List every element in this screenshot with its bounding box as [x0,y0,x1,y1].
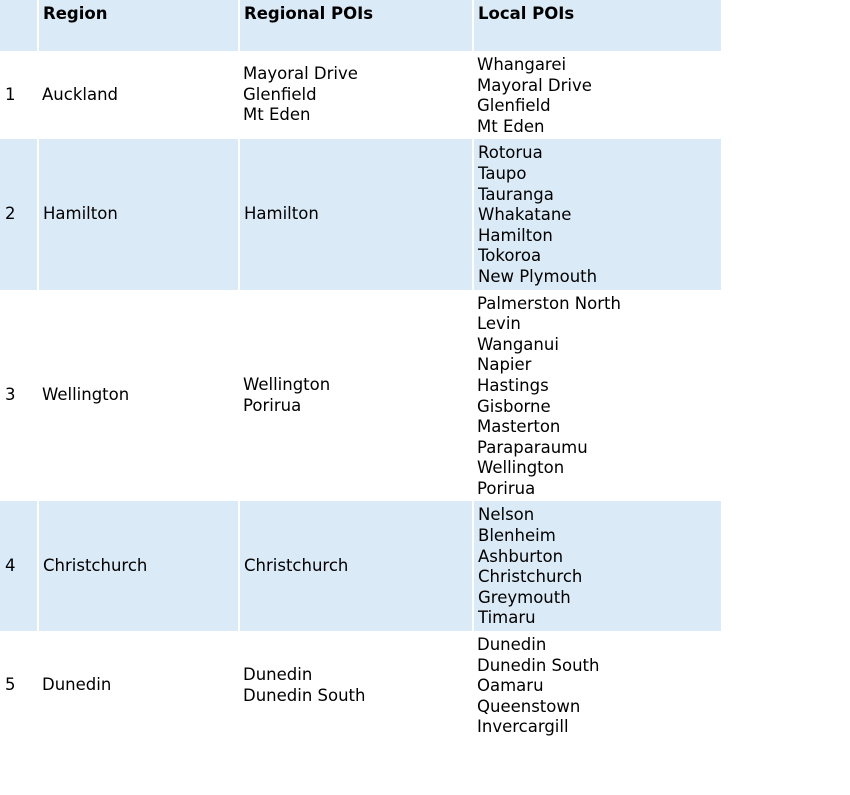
local-poi: Mt Eden [477,116,545,136]
local-pois-cell [473,51,721,139]
local-poi: Tokoroa [478,246,542,266]
regional-pois-cell [239,631,473,740]
local-poi: Levin [477,314,521,334]
local-poi: Nelson [478,505,535,525]
local-pois-cell [473,290,721,502]
row-number: 1 [5,84,16,104]
local-poi: Paraparaumu [477,437,588,457]
local-poi: Rotorua [478,143,543,163]
local-poi: Porirua [477,478,536,498]
regional-pois-cell [239,290,473,502]
regional-poi: Hamilton [244,204,319,224]
row-number: 3 [5,385,16,405]
table-row [0,51,721,139]
local-poi: Queenstown [477,696,581,716]
local-poi: Ashburton [478,546,564,566]
local-poi: Hamilton [478,225,553,245]
table-row [0,631,721,740]
local-poi: Dunedin South [477,655,600,675]
local-poi: Tauranga [478,184,554,204]
local-poi: Masterton [477,417,561,437]
local-poi: New Plymouth [478,266,598,286]
regional-poi: Christchurch [244,555,349,575]
local-poi: Taupo [478,163,527,183]
regional-poi: Dunedin South [243,685,366,705]
local-poi: Mayoral Drive [477,75,592,95]
table-body [0,51,721,740]
local-poi: Christchurch [478,567,583,587]
local-poi: Palmerston North [477,293,621,313]
regional-poi: Dunedin [243,664,313,684]
local-poi: Gisborne [477,396,551,416]
local-poi: Blenheim [478,526,556,546]
table-row [0,290,721,502]
local-poi: Timaru [478,608,536,628]
local-poi: Napier [477,355,532,375]
table-row [0,501,721,631]
region-name: Dunedin [42,675,112,695]
region-name: Wellington [42,385,130,405]
local-pois-cell [473,631,721,740]
local-poi: Invercargill [477,717,569,737]
regional-poi: Mayoral Drive [243,64,358,84]
header-local-pois: Local POIs [478,4,575,23]
regional-pois-cell [239,501,473,631]
local-pois-cell [473,501,721,631]
local-poi: Glenfield [477,96,551,116]
regional-poi: Mt Eden [243,105,311,125]
row-number: 4 [0,501,38,631]
row-number: 5 [5,675,16,695]
header-number [0,0,38,51]
local-poi: Dunedin [477,635,547,655]
regional-poi: Wellington [243,374,331,394]
table-header [0,0,721,51]
local-poi: Hastings [477,375,549,395]
local-poi: Greymouth [478,587,571,607]
regional-poi: Glenfield [243,84,317,104]
region-name: Auckland [42,84,118,104]
regional-poi: Porirua [243,395,302,415]
local-poi: Wanganui [477,334,559,354]
header-region: Region [38,0,239,51]
local-poi: Whangarei [477,55,567,74]
local-poi: Wellington [477,458,565,478]
header-row [0,0,721,51]
region-name: Christchurch [38,501,239,631]
header-regional-pois: Regional POIs [239,0,473,51]
local-pois-cell [473,139,721,289]
table-row [0,139,721,289]
local-poi: Oamaru [477,676,544,696]
local-poi: Whakatane [478,205,572,225]
region-name: Hamilton [38,139,239,289]
row-number: 2 [0,139,38,289]
regional-pois-cell [239,51,473,139]
regional-pois-cell [239,139,473,289]
